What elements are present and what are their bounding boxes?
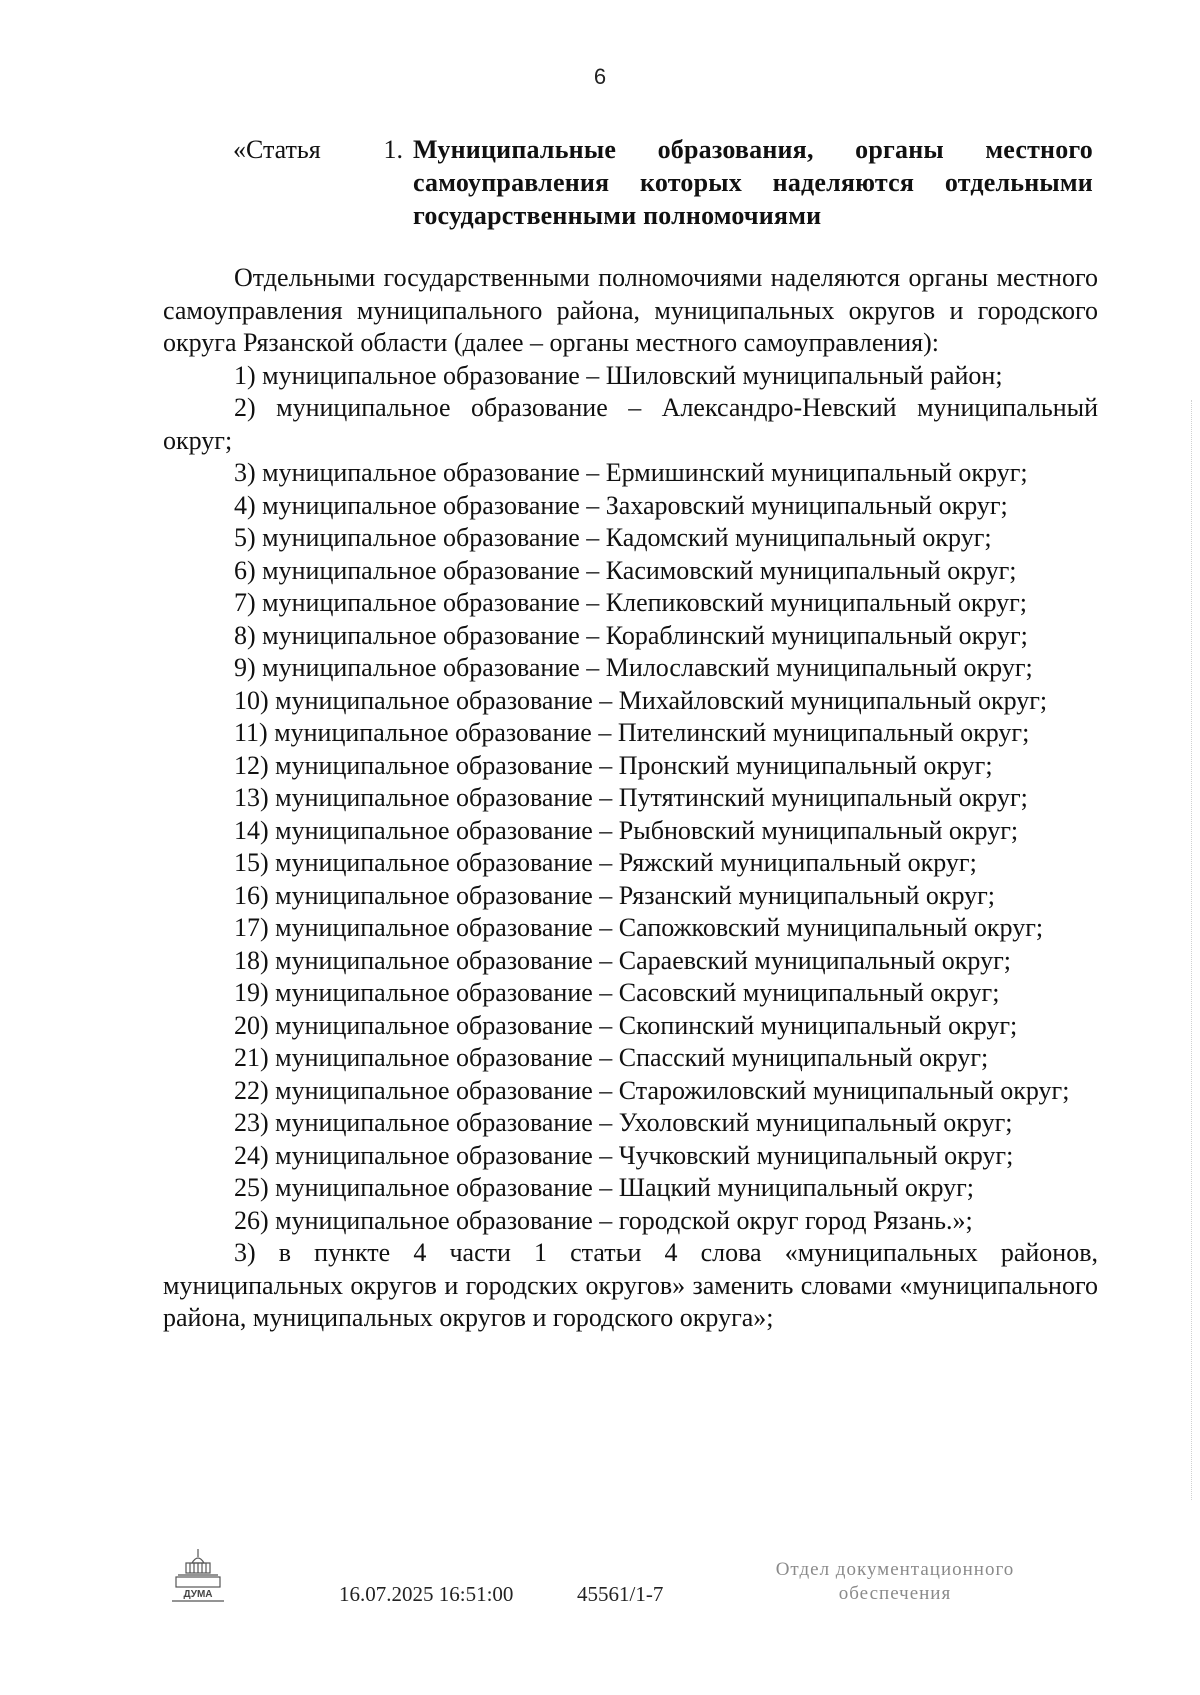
- municipality-list: [163, 360, 1098, 1238]
- duma-building-icon: [168, 1547, 228, 1603]
- list-item: 7) муниципальное образование – Клепиковский муниципальный округ;: [234, 588, 1027, 617]
- stamp-line-1: Отдел документационного: [775, 1559, 1015, 1580]
- list-item: 4) муниципальное образование – Захаровский муниципальный округ;: [234, 490, 1008, 520]
- article-label-word: «Статья: [233, 135, 321, 164]
- department-stamp: [750, 1558, 1040, 1606]
- list-item: 19) муниципальное образование – Сасовский муниципальный округ;: [234, 978, 1000, 1007]
- list-item: 6) муниципальное образование – Касимовский муниципальный округ;: [234, 555, 1017, 585]
- list-item: 2) муниципальное образование – Александро-Невский муниципальный округ;: [163, 393, 1098, 455]
- list-item: 1) муниципальное образование – Шиловский муниципальный район;: [234, 360, 1003, 390]
- article-heading: [233, 133, 1093, 232]
- logo-text: ДУМА: [183, 1589, 213, 1600]
- list-item: 22) муниципальное образование – Старожиловский муниципальный округ;: [234, 1075, 1070, 1105]
- list-item: 8) муниципальное образование – Кораблинский муниципальный округ;: [234, 620, 1028, 650]
- list-item: 14) муниципальное образование – Рыбновский муниципальный округ;: [234, 815, 1019, 845]
- list-item: 16) муниципальное образование – Рязанский муниципальный округ;: [234, 880, 996, 910]
- scan-margin-line: [1189, 400, 1192, 1500]
- list-item: 9) муниципальное образование – Милославский муниципальный округ;: [234, 653, 1033, 682]
- list-item: 3) муниципальное образование – Ермишинский муниципальный округ;: [234, 458, 1028, 487]
- list-item: 20) муниципальное образование – Скопинский муниципальный округ;: [234, 1010, 1018, 1040]
- list-item: 11) муниципальное образование – Пителинский муниципальный округ;: [234, 718, 1030, 747]
- article-label: [233, 133, 403, 166]
- list-item: 21) муниципальное образование – Спасский муниципальный округ;: [234, 1043, 989, 1072]
- list-item: 15) муниципальное образование – Ряжский муниципальный округ;: [234, 848, 977, 877]
- page-number: 6: [593, 64, 607, 89]
- footer-registration-number: 45561/1-7: [577, 1582, 664, 1606]
- list-item: 10) муниципальное образование – Михайловский муниципальный округ;: [234, 685, 1048, 715]
- article-title: Муниципальные образования, органы местного самоуправления которых наделяются отдельными государственными полномочиями: [413, 135, 1093, 230]
- document-body: [163, 262, 1098, 1335]
- list-item: 12) муниципальное образование – Пронский муниципальный округ;: [234, 750, 993, 780]
- list-item: 13) муниципальное образование – Путятинский муниципальный округ;: [234, 783, 1028, 812]
- list-item: 23) муниципальное образование – Ухоловский муниципальный округ;: [234, 1108, 1013, 1137]
- list-item: 24) муниципальное образование – Чучковский муниципальный округ;: [234, 1140, 1014, 1170]
- list-item: 25) муниципальное образование – Шацкий муниципальный округ;: [234, 1173, 975, 1202]
- list-item: 5) муниципальное образование – Кадомский муниципальный округ;: [234, 523, 992, 552]
- article-label-number: 1.: [383, 135, 403, 164]
- stamp-line-2: обеспечения: [838, 1583, 952, 1604]
- intro-paragraph: Отдельными государственными полномочиями наделяются органы местного самоуправления муниципального района, муниципальных округов и городского округа Рязанской области (далее – органы местного самоуправления):: [163, 263, 1098, 357]
- list-item: 17) муниципальное образование – Сапожковский муниципальный округ;: [234, 913, 1044, 942]
- list-item: 18) муниципальное образование – Сараевский муниципальный округ;: [234, 945, 1011, 975]
- list-item: 26) муниципальное образование – городской округ город Рязань.»;: [234, 1205, 973, 1235]
- amendment-paragraph: 3) в пункте 4 части 1 статьи 4 слова «муниципальных районов, муниципальных округов и городских округов» заменить словами «муниципального района, муниципальных округов и городского округа»;: [163, 1238, 1098, 1332]
- footer-date: 16.07.2025 16:51:00: [339, 1582, 514, 1606]
